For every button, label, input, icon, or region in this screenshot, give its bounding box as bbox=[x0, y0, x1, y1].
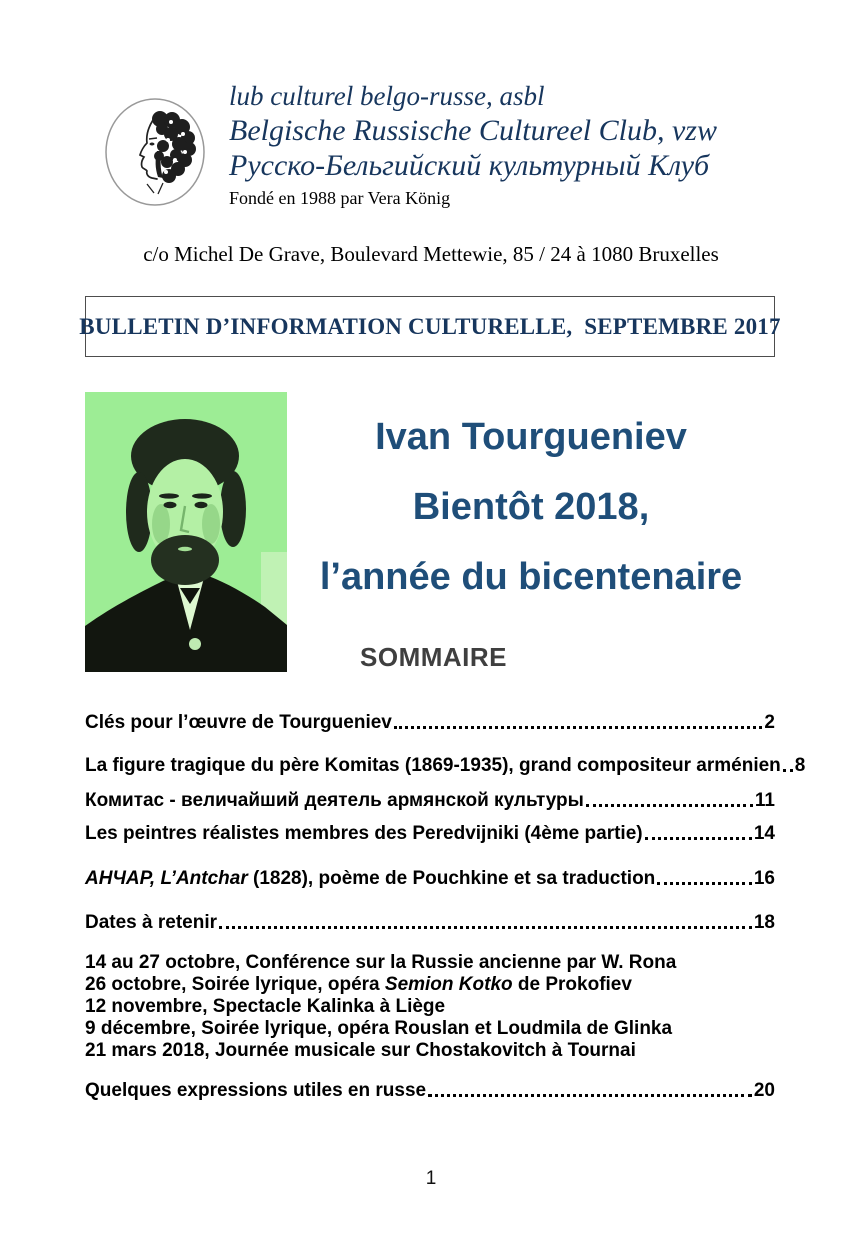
dot-leader bbox=[428, 1094, 752, 1097]
contact-address: c/o Michel De Grave, Boulevard Mettewie, 85 / 24 à 1080 Bruxelles bbox=[143, 242, 719, 266]
event-item: 21 mars 2018, Journée musicale sur Chostakovitch à Tournai bbox=[85, 1040, 636, 1061]
org-name-russian: Русско-Бельгийский культурный Клуб bbox=[229, 149, 710, 182]
toc-page-number: 8 bbox=[794, 755, 806, 776]
toc-entry-antchar: АНЧАР, L’Antchar (1828), poème de Pouchkine et sa traduction 16 bbox=[85, 868, 775, 889]
dot-leader bbox=[586, 804, 753, 807]
main-title bbox=[287, 402, 775, 612]
toc-page-number: 14 bbox=[753, 823, 775, 844]
toc-page-number: 2 bbox=[764, 712, 775, 733]
toc-entry-expressions: Quelques expressions utiles en russe 20 bbox=[85, 1080, 775, 1101]
events-list bbox=[85, 952, 775, 1062]
main-title-line-2: Bientôt 2018, bbox=[412, 486, 650, 528]
org-name-dutch: Belgische Russische Cultureel Club, vzw bbox=[229, 114, 717, 147]
toc-entry-peredvijniki: Les peintres réalistes membres des Peredvijniki (4ème partie) 14 bbox=[85, 823, 775, 844]
tourgueniev-portrait bbox=[85, 392, 287, 672]
org-name-french: lub culturel belgo-russe, asbl bbox=[229, 81, 545, 111]
pushkin-profile-icon bbox=[103, 96, 207, 208]
main-title-line-3: l’année du bicentenaire bbox=[319, 556, 743, 598]
toc-page-number: 11 bbox=[754, 790, 775, 811]
toc-entry-komitas-ru: Комитас - величайший деятель армянской культуры 11 bbox=[85, 790, 775, 811]
dot-leader bbox=[657, 882, 752, 885]
toc-page-number: 16 bbox=[753, 868, 775, 889]
dot-leader bbox=[394, 726, 763, 729]
founded-line: Fondé en 1988 par Vera König bbox=[229, 188, 451, 208]
bulletin-title: BULLETIN D’INFORMATION CULTURELLE, SEPTEMBRE 2017 bbox=[79, 313, 781, 339]
toc-entry-komitas-fr: La figure tragique du père Komitas (1869-1935), grand compositeur arménien 8 bbox=[85, 755, 806, 776]
dot-leader bbox=[645, 837, 752, 840]
event-item: 12 novembre, Spectacle Kalinka à Liège bbox=[85, 996, 446, 1017]
toc-entry-cles: Clés pour l’œuvre de Tourgueniev 2 bbox=[85, 712, 775, 733]
toc-entry-dates: Dates à retenir 18 bbox=[85, 912, 775, 933]
event-item: 14 au 27 octobre, Conférence sur la Russie ancienne par W. Rona bbox=[85, 952, 677, 973]
org-titles bbox=[229, 80, 717, 210]
page-number: 1 bbox=[425, 1168, 437, 1189]
main-title-line-1: Ivan Tourgueniev bbox=[375, 416, 687, 458]
dot-leader bbox=[783, 769, 793, 772]
toc-page-number: 18 bbox=[753, 912, 775, 933]
table-of-contents bbox=[85, 700, 806, 1102]
event-item: 9 décembre, Soirée lyrique, opéra Rouslan et Loudmila de Glinka bbox=[85, 1018, 673, 1039]
sommaire-heading: SOMMAIRE bbox=[360, 642, 507, 672]
toc-page-number: 20 bbox=[753, 1080, 775, 1101]
dot-leader bbox=[219, 926, 752, 929]
event-item: 26 octobre, Soirée lyrique, opéra Semion Kotko de Prokofiev bbox=[85, 974, 632, 995]
bulletin-title-box bbox=[79, 296, 781, 357]
